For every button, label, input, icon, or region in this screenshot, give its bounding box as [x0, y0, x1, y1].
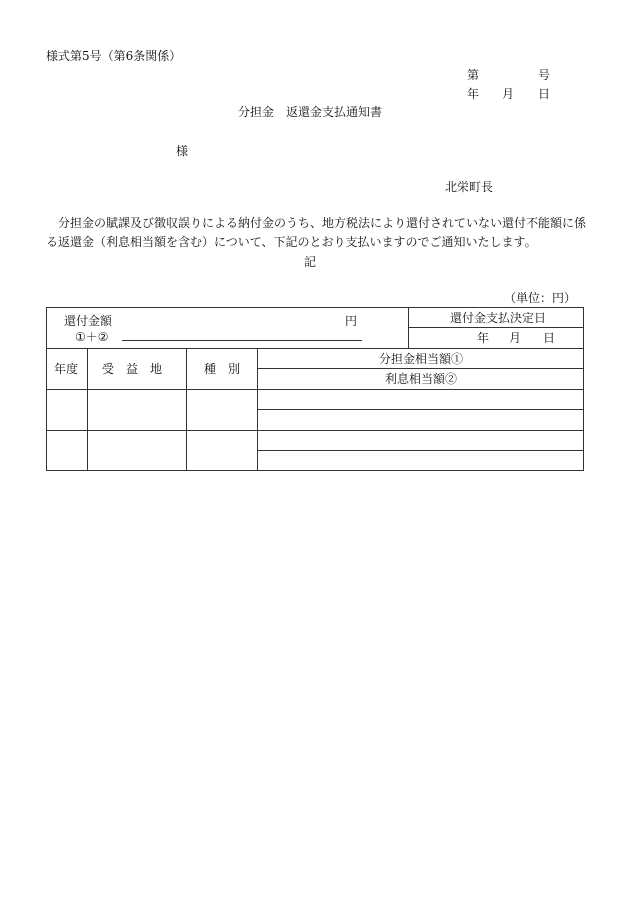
table-divider	[257, 368, 584, 369]
decision-date-label: 還付金支払決定日	[450, 311, 547, 325]
decision-date-day: 日	[543, 331, 556, 345]
column-header-beneficiary: 受 益 地	[102, 362, 163, 376]
doc-number-suffix: 号	[538, 68, 551, 82]
column-header-interest: 利息相当額②	[385, 372, 458, 386]
form-code: 様式第5号（第6条関係）	[46, 49, 182, 63]
decision-date-year: 年	[477, 331, 490, 345]
body-text-line-2: る返還金（利息相当額を含む）について、下記のとおり支払いますのでご通知いたします。	[46, 235, 537, 249]
date-day: 日	[538, 87, 551, 101]
table-divider	[186, 348, 187, 471]
table-divider	[87, 348, 88, 471]
addressee-suffix: 様	[176, 144, 189, 158]
date-year: 年	[467, 87, 480, 101]
refund-amount-underline	[122, 340, 362, 341]
table-divider	[46, 430, 584, 431]
column-header-year: 年度	[54, 362, 79, 376]
unit-note: （単位：円）	[504, 291, 577, 305]
table-divider	[408, 327, 584, 328]
refund-amount-formula: ①＋②	[75, 330, 109, 344]
body-text-line-1: 分担金の賦課及び徴収誤りによる納付金のうち、地方税法により還付されていない還付不能額に係	[58, 216, 587, 230]
column-header-share: 分担金相当額①	[379, 352, 464, 366]
table-divider	[257, 450, 584, 451]
table-divider	[46, 389, 584, 390]
table-divider	[257, 409, 584, 410]
sender-name: 北栄町長	[445, 180, 494, 194]
document-title: 分担金 返還金支払通知書	[238, 105, 383, 119]
decision-date-month: 月	[509, 331, 522, 345]
doc-number-prefix: 第	[467, 68, 480, 82]
table-border-bottom	[46, 470, 584, 471]
date-month: 月	[502, 87, 515, 101]
table-border-top	[46, 307, 584, 308]
column-header-type: 種 別	[204, 362, 241, 376]
refund-table	[46, 307, 584, 471]
yen-label: 円	[345, 314, 358, 328]
table-divider	[46, 348, 584, 349]
ki-heading: 記	[304, 255, 317, 269]
refund-amount-label: 還付金額	[64, 314, 113, 328]
